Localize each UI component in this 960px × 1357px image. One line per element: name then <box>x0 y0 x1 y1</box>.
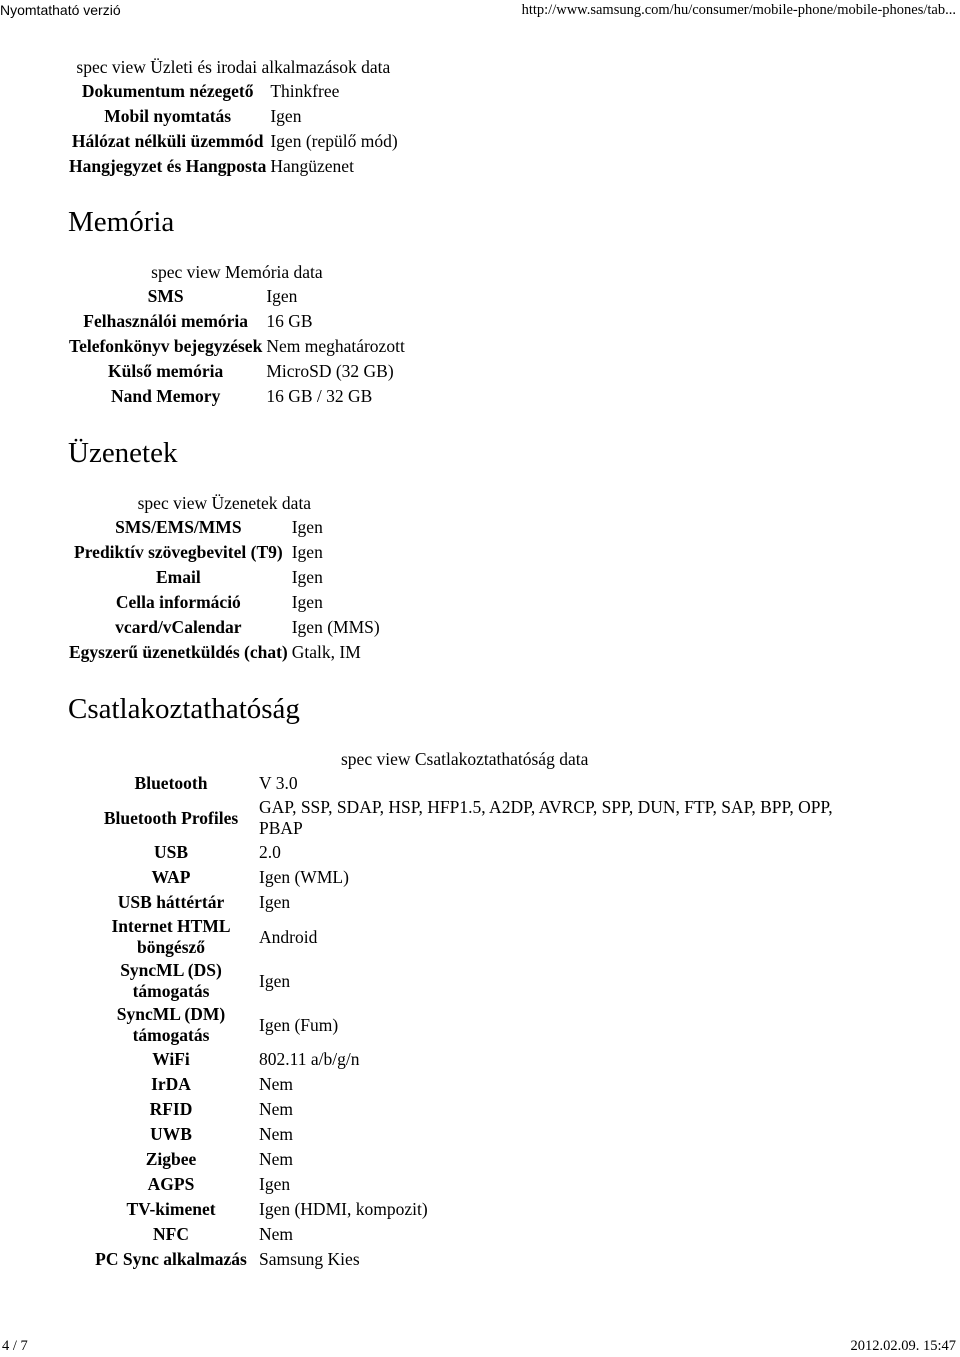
table-row <box>86 1248 860 1271</box>
spec-value: Nem <box>259 1099 294 1119</box>
table-caption: spec view Üzleti és irodai alkalmazások data <box>76 57 391 77</box>
table-row <box>68 641 381 664</box>
spec-label: Mobil nyomtatás <box>104 106 232 126</box>
table-row <box>68 360 406 383</box>
spec-label: SMS <box>147 286 184 306</box>
spec-label: USB <box>153 842 189 862</box>
table-row <box>68 516 381 539</box>
table-row <box>68 541 381 564</box>
table-row <box>68 566 381 589</box>
table-row <box>86 916 860 958</box>
page-url[interactable]: http://www.samsung.com/hu/consumer/mobile-phone/mobile-phones/tab... <box>521 2 956 18</box>
spec-label: IrDA <box>151 1074 191 1094</box>
spec-label: Internet HTML böngésző <box>111 916 231 957</box>
table-row <box>86 960 860 1002</box>
print-title: Nyomtatható verzió <box>0 2 121 18</box>
spec-value: 2.0 <box>259 842 281 862</box>
table-row <box>68 591 381 614</box>
table-caption: spec view Üzenetek data <box>137 493 312 513</box>
table-row <box>86 1098 860 1121</box>
print-datetime: 2012.02.09. 15:47 <box>850 1338 956 1354</box>
spec-label: Bluetooth <box>134 773 208 793</box>
table-caption: spec view Csatlakoztathatóság data <box>341 749 589 769</box>
connectivity-table <box>84 749 862 1273</box>
table-row <box>68 80 399 103</box>
spec-value: Igen <box>259 970 291 991</box>
table-row <box>68 616 381 639</box>
spec-value: Igen <box>291 517 323 537</box>
spec-value: Igen <box>291 567 323 587</box>
spec-label: TV-kimenet <box>126 1199 216 1219</box>
spec-label: WAP <box>151 867 191 887</box>
spec-value: 802.11 a/b/g/n <box>259 1049 360 1069</box>
spec-label: Nand Memory <box>110 386 221 406</box>
spec-label: NFC <box>153 1224 189 1244</box>
spec-value: Igen <box>259 1174 291 1194</box>
spec-label: Dokumentum nézegető <box>81 81 254 101</box>
spec-value: Igen <box>291 592 323 612</box>
spec-label: Hálózat nélküli üzemmód <box>71 131 264 151</box>
spec-label: USB háttértár <box>117 892 225 912</box>
table-row <box>68 285 406 308</box>
business-apps-table <box>66 57 401 180</box>
spec-value: 16 GB / 32 GB <box>266 386 373 406</box>
spec-label: Bluetooth Profiles <box>103 807 239 828</box>
table-row <box>68 385 406 408</box>
table-row <box>86 797 860 839</box>
spec-label: Egyszerű üzenetküldés (chat) <box>69 642 288 662</box>
spec-label: Hangjegyzet és Hangposta <box>69 156 267 176</box>
table-caption: spec view Memória data <box>151 262 323 282</box>
table-row <box>68 105 399 128</box>
table-row <box>86 1223 860 1246</box>
table-row <box>86 1198 860 1221</box>
table-row <box>86 772 860 795</box>
spec-value: Igen <box>259 892 291 912</box>
spec-label: SyncML (DS) támogatás <box>120 960 222 1001</box>
spec-label: SMS/EMS/MMS <box>115 517 242 537</box>
spec-label: SyncML (DM) támogatás <box>116 1004 226 1045</box>
spec-value: Android <box>259 926 318 947</box>
spec-value: Samsung Kies <box>259 1249 360 1269</box>
table-row <box>68 335 406 358</box>
table-row <box>86 841 860 864</box>
table-row <box>86 1004 860 1046</box>
page-number: 4 / 7 <box>2 1338 28 1354</box>
spec-value: Igen <box>266 286 298 306</box>
table-row <box>68 310 406 333</box>
spec-value: Igen (MMS) <box>291 617 380 637</box>
spec-value: V 3.0 <box>259 773 298 793</box>
spec-label: Telefonkönyv bejegyzések <box>69 336 263 356</box>
spec-value: Hangüzenet <box>270 156 354 176</box>
print-footer <box>0 1338 960 1357</box>
spec-label: Zigbee <box>145 1149 197 1169</box>
spec-value: 16 GB <box>266 311 313 331</box>
spec-label: UWB <box>150 1124 192 1144</box>
spec-label: Email <box>156 567 201 587</box>
spec-label: RFID <box>149 1099 193 1119</box>
spec-label: WiFi <box>152 1049 190 1069</box>
spec-value: MicroSD (32 GB) <box>266 361 394 381</box>
spec-label: Felhasználói memória <box>83 311 249 331</box>
spec-value: Igen <box>270 106 302 126</box>
print-header <box>0 0 960 22</box>
messages-table <box>66 493 383 666</box>
spec-value: Igen <box>291 542 323 562</box>
section-heading-memory: Memória <box>68 206 175 238</box>
spec-value: Thinkfree <box>270 81 340 101</box>
table-row <box>86 1148 860 1171</box>
spec-label: Cella információ <box>115 592 241 612</box>
table-row <box>86 1048 860 1071</box>
spec-value: Igen (Fum) <box>259 1014 339 1035</box>
table-row <box>86 891 860 914</box>
spec-label: PC Sync alkalmazás <box>95 1249 247 1269</box>
spec-label: vcard/vCalendar <box>115 617 242 637</box>
table-row <box>68 130 399 153</box>
spec-value: Nem meghatározott <box>266 336 405 356</box>
table-row <box>86 866 860 889</box>
table-row <box>86 1123 860 1146</box>
spec-label: Prediktív szövegbevitel (T9) <box>74 542 283 562</box>
spec-value: Nem <box>259 1124 294 1144</box>
spec-value: Gtalk, IM <box>291 642 361 662</box>
section-heading-messages: Üzenetek <box>68 437 178 469</box>
spec-value: Igen (WML) <box>259 867 349 887</box>
table-row <box>86 1073 860 1096</box>
section-heading-connectivity: Csatlakoztathatóság <box>68 693 300 725</box>
spec-label: Külső memória <box>108 361 224 381</box>
spec-value: Nem <box>259 1074 294 1094</box>
spec-value: Igen (repülő mód) <box>270 131 398 151</box>
spec-value: Igen (HDMI, kompozit) <box>259 1199 428 1219</box>
spec-value: GAP, SSP, SDAP, HSP, HFP1.5, A2DP, AVRCP, SPP, DUN, FTP, SAP, BPP, OPP, PBAP <box>259 797 833 838</box>
spec-label: AGPS <box>147 1174 195 1194</box>
spec-value: Nem <box>259 1149 294 1169</box>
spec-value: Nem <box>259 1224 294 1244</box>
table-row <box>68 155 399 178</box>
table-row <box>86 1173 860 1196</box>
memory-table <box>66 262 408 410</box>
